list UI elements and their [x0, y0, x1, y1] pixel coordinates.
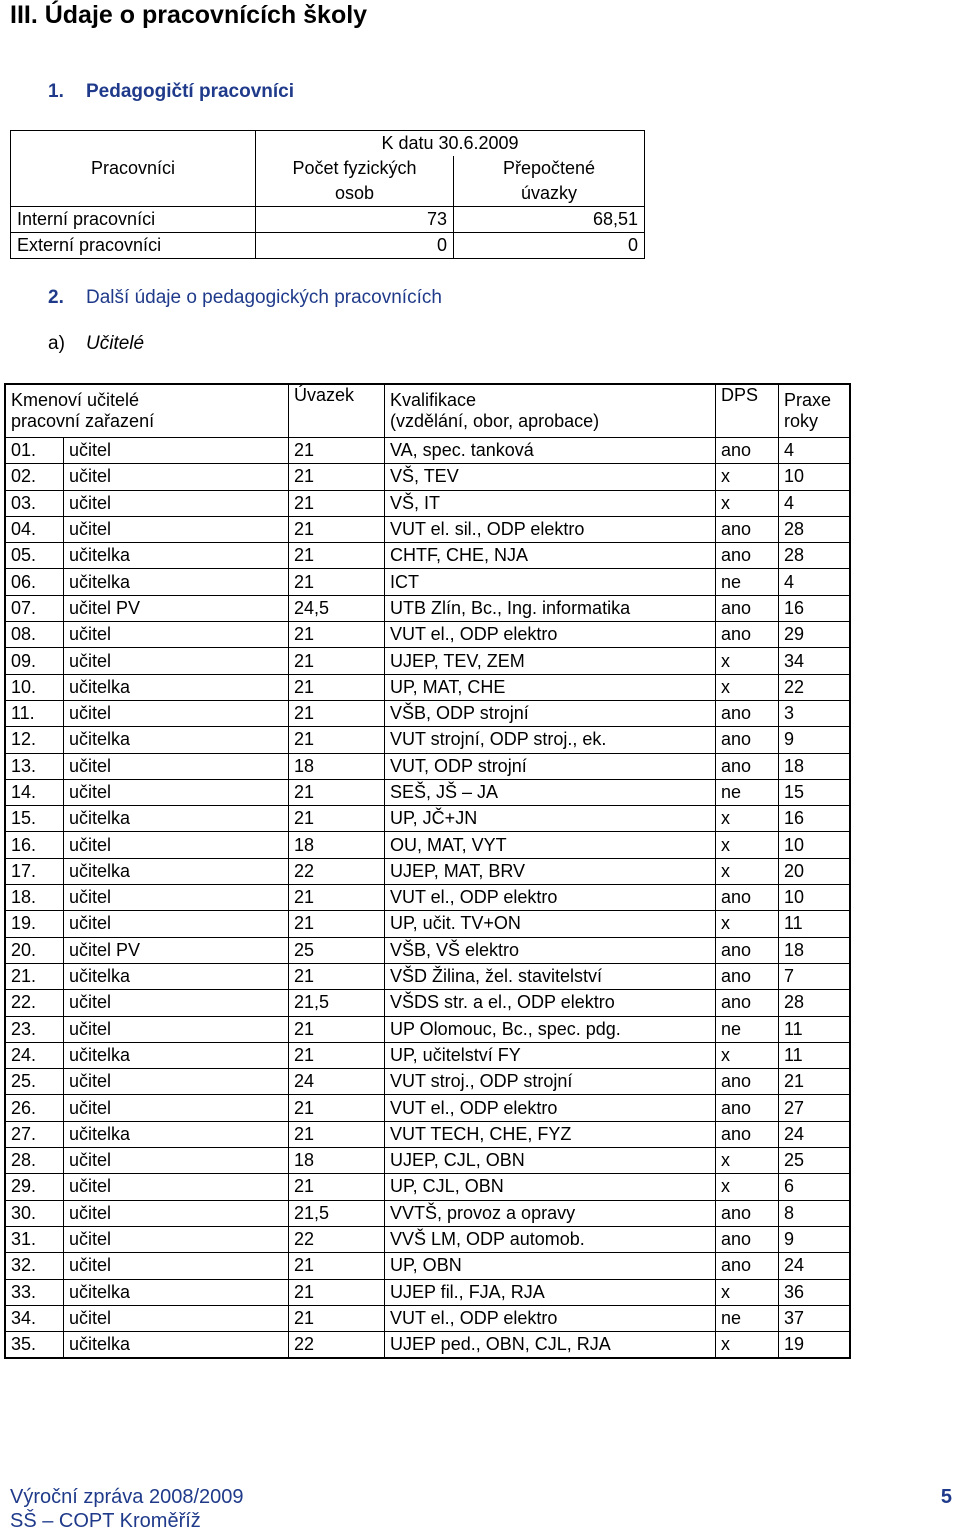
row-workload: 21 — [289, 1253, 385, 1279]
row-workload: 18 — [289, 753, 385, 779]
row-workload: 21 — [289, 490, 385, 516]
row-qualification: VUT el. sil., ODP elektro — [385, 516, 716, 542]
header-col5-line2: roky — [779, 411, 851, 438]
row-position: učitel — [64, 438, 289, 464]
row-dps: ano — [716, 595, 779, 621]
row-dps: x — [716, 674, 779, 700]
row-position: učitelka — [64, 1042, 289, 1068]
table-row — [5, 858, 850, 884]
row-experience: 24 — [779, 1121, 851, 1147]
row-qualification: SEŠ, JŠ – JA — [385, 779, 716, 805]
row-position: učitelka — [64, 674, 289, 700]
row-qualification: UP, CJL, OBN — [385, 1174, 716, 1200]
row-number: 15. — [5, 806, 64, 832]
row-experience: 15 — [779, 779, 851, 805]
row-qualification: VUT el., ODP elektro — [385, 1305, 716, 1331]
row-position: učitel PV — [64, 595, 289, 621]
table-row — [5, 990, 850, 1016]
row-dps: x — [716, 832, 779, 858]
row-workload: 21 — [289, 911, 385, 937]
row-qualification: UJEP, TEV, ZEM — [385, 648, 716, 674]
row-qualification: VŠ, IT — [385, 490, 716, 516]
header-col3-line2: (vzdělání, obor, aprobace) — [385, 411, 716, 438]
row-number: 28. — [5, 1148, 64, 1174]
table-row — [11, 233, 645, 259]
row-workload: 25 — [289, 937, 385, 963]
row-workload: 21,5 — [289, 990, 385, 1016]
section-heading-2 — [48, 287, 442, 309]
row-position: učitel PV — [64, 937, 289, 963]
table-row — [5, 937, 850, 963]
row-experience: 9 — [779, 727, 851, 753]
row-count: 0 — [256, 233, 454, 259]
row-experience: 22 — [779, 674, 851, 700]
row-number: 07. — [5, 595, 64, 621]
row-number: 25. — [5, 1069, 64, 1095]
row-dps: ano — [716, 516, 779, 542]
subsection-mark: a) — [48, 333, 65, 354]
row-experience: 9 — [779, 1226, 851, 1252]
row-number: 31. — [5, 1226, 64, 1252]
row-dps: ano — [716, 990, 779, 1016]
row-experience: 28 — [779, 990, 851, 1016]
row-dps: x — [716, 806, 779, 832]
row-number: 24. — [5, 1042, 64, 1068]
row-experience: 21 — [779, 1069, 851, 1095]
row-qualification: VŠDS str. a el., ODP elektro — [385, 990, 716, 1016]
row-number: 04. — [5, 516, 64, 542]
row-count: 73 — [256, 207, 454, 233]
row-experience: 3 — [779, 700, 851, 726]
row-experience: 10 — [779, 464, 851, 490]
row-position: učitel — [64, 885, 289, 911]
header-col3-line1: Kvalifikace — [385, 384, 716, 411]
row-position: učitel — [64, 1148, 289, 1174]
teachers-table — [4, 383, 851, 1359]
header-count-line2: osob — [256, 181, 454, 207]
section-title: Pedagogičtí pracovníci — [86, 81, 294, 102]
table-row — [5, 1095, 850, 1121]
row-dps: ano — [716, 1095, 779, 1121]
header-col0-line1: Kmenoví učitelé — [5, 384, 289, 411]
row-workload: 22 — [289, 1332, 385, 1359]
row-qualification: UJEP, CJL, OBN — [385, 1148, 716, 1174]
row-qualification: VVTŠ, provoz a opravy — [385, 1200, 716, 1226]
table-row — [5, 674, 850, 700]
row-position: učitel — [64, 700, 289, 726]
row-dps: x — [716, 1174, 779, 1200]
row-qualification: VŠB, VŠ elektro — [385, 937, 716, 963]
row-number: 09. — [5, 648, 64, 674]
row-experience: 11 — [779, 1042, 851, 1068]
row-workload: 21 — [289, 727, 385, 753]
row-position: učitel — [64, 464, 289, 490]
row-experience: 25 — [779, 1148, 851, 1174]
row-dps: ano — [716, 937, 779, 963]
section-number: 1. — [48, 81, 64, 102]
row-number: 02. — [5, 464, 64, 490]
row-number: 34. — [5, 1305, 64, 1331]
row-qualification: VUT, ODP strojní — [385, 753, 716, 779]
row-dps: ano — [716, 543, 779, 569]
row-position: učitelka — [64, 727, 289, 753]
row-position: učitel — [64, 1253, 289, 1279]
row-qualification: VUT el., ODP elektro — [385, 885, 716, 911]
row-workload: 21 — [289, 963, 385, 989]
row-qualification: UP, JČ+JN — [385, 806, 716, 832]
row-qualification: VŠD Žilina, žel. stavitelství — [385, 963, 716, 989]
table-row — [5, 595, 850, 621]
row-workload: 21 — [289, 464, 385, 490]
row-number: 26. — [5, 1095, 64, 1121]
row-qualification: UP Olomouc, Bc., spec. pdg. — [385, 1016, 716, 1042]
row-number: 11. — [5, 700, 64, 726]
row-workload: 21 — [289, 1042, 385, 1068]
row-experience: 16 — [779, 806, 851, 832]
row-experience: 4 — [779, 569, 851, 595]
page-title: III. Údaje o pracovnících školy — [10, 1, 368, 29]
header-pracovnici: Pracovníci — [11, 156, 256, 181]
row-experience: 28 — [779, 516, 851, 542]
table-row — [5, 1253, 850, 1279]
row-dps: ano — [716, 1069, 779, 1095]
row-dps: ano — [716, 700, 779, 726]
table-row — [5, 516, 850, 542]
row-number: 03. — [5, 490, 64, 516]
header-dps: DPS — [716, 384, 779, 438]
table-row — [5, 648, 850, 674]
section-number: 2. — [48, 287, 64, 308]
row-label: Externí pracovníci — [11, 233, 256, 259]
table-row — [5, 543, 850, 569]
table-row — [5, 832, 850, 858]
row-experience: 19 — [779, 1332, 851, 1359]
header-count-line1: Počet fyzických — [256, 156, 454, 181]
row-experience: 7 — [779, 963, 851, 989]
row-qualification: ICT — [385, 569, 716, 595]
row-experience: 37 — [779, 1305, 851, 1331]
table-row — [5, 1305, 850, 1331]
header-col0-line2: pracovní zařazení — [5, 411, 289, 438]
row-qualification: OU, MAT, VYT — [385, 832, 716, 858]
row-position: učitel — [64, 911, 289, 937]
section-title: Další údaje o pedagogických pracovnících — [86, 287, 442, 308]
row-dps: ne — [716, 1016, 779, 1042]
table-row — [5, 438, 850, 464]
row-number: 13. — [5, 753, 64, 779]
row-experience: 10 — [779, 885, 851, 911]
row-experience: 28 — [779, 543, 851, 569]
row-workload: 21 — [289, 885, 385, 911]
row-qualification: CHTF, CHE, NJA — [385, 543, 716, 569]
table-row — [5, 569, 850, 595]
row-position: učitel — [64, 779, 289, 805]
header-date: K datu 30.6.2009 — [256, 131, 645, 157]
table-row — [5, 1042, 850, 1068]
row-number: 21. — [5, 963, 64, 989]
row-workload: 21 — [289, 806, 385, 832]
row-experience: 29 — [779, 622, 851, 648]
row-number: 20. — [5, 937, 64, 963]
table-row — [5, 490, 850, 516]
table-row — [5, 1332, 850, 1359]
row-qualification: UP, OBN — [385, 1253, 716, 1279]
row-qualification: UP, učitelství FY — [385, 1042, 716, 1068]
row-qualification: VUT stroj., ODP strojní — [385, 1069, 716, 1095]
row-experience: 16 — [779, 595, 851, 621]
row-dps: x — [716, 1148, 779, 1174]
row-position: učitelka — [64, 543, 289, 569]
row-qualification: VA, spec. tanková — [385, 438, 716, 464]
row-position: učitel — [64, 1069, 289, 1095]
row-dps: x — [716, 1332, 779, 1359]
table-row — [11, 207, 645, 233]
table-row — [5, 1148, 850, 1174]
row-dps: x — [716, 648, 779, 674]
row-number: 19. — [5, 911, 64, 937]
row-position: učitel — [64, 1200, 289, 1226]
row-number: 33. — [5, 1279, 64, 1305]
row-number: 05. — [5, 543, 64, 569]
table-row — [5, 963, 850, 989]
subsection-heading — [48, 333, 144, 355]
staff-summary-table — [10, 130, 645, 259]
header-col5-line1: Praxe — [779, 384, 851, 411]
row-position: učitelka — [64, 1279, 289, 1305]
row-workload: 21 — [289, 1305, 385, 1331]
header-fte-line1: Přepočtené — [454, 156, 645, 181]
row-fte: 0 — [454, 233, 645, 259]
row-workload: 21 — [289, 622, 385, 648]
row-qualification: VUT strojní, ODP stroj., ek. — [385, 727, 716, 753]
row-experience: 11 — [779, 1016, 851, 1042]
row-experience: 8 — [779, 1200, 851, 1226]
row-workload: 22 — [289, 1226, 385, 1252]
footer-report-title: Výroční zpráva 2008/2009 — [10, 1486, 244, 1508]
row-workload: 18 — [289, 1148, 385, 1174]
row-position: učitel — [64, 516, 289, 542]
row-experience: 24 — [779, 1253, 851, 1279]
row-workload: 24,5 — [289, 595, 385, 621]
row-experience: 10 — [779, 832, 851, 858]
row-qualification: UJEP, MAT, BRV — [385, 858, 716, 884]
row-dps: x — [716, 490, 779, 516]
table-row — [5, 885, 850, 911]
row-workload: 21 — [289, 674, 385, 700]
row-number: 12. — [5, 727, 64, 753]
row-position: učitel — [64, 648, 289, 674]
row-experience: 27 — [779, 1095, 851, 1121]
row-position: učitel — [64, 490, 289, 516]
row-qualification: VŠ, TEV — [385, 464, 716, 490]
row-number: 22. — [5, 990, 64, 1016]
row-position: učitel — [64, 990, 289, 1016]
row-workload: 21 — [289, 648, 385, 674]
row-position: učitel — [64, 622, 289, 648]
row-dps: ano — [716, 753, 779, 779]
row-dps: x — [716, 911, 779, 937]
table-row — [5, 700, 850, 726]
row-position: učitelka — [64, 858, 289, 884]
row-qualification: VVŠ LM, ODP automob. — [385, 1226, 716, 1252]
row-number: 06. — [5, 569, 64, 595]
table-row — [5, 1121, 850, 1147]
row-experience: 18 — [779, 937, 851, 963]
row-number: 27. — [5, 1121, 64, 1147]
table-row — [5, 1200, 850, 1226]
header-cell — [11, 181, 256, 207]
table-row — [5, 464, 850, 490]
subsection-title: Učitelé — [86, 333, 145, 354]
header-cell — [11, 131, 256, 157]
page-number: 5 — [940, 1486, 952, 1508]
row-workload: 21 — [289, 1016, 385, 1042]
footer-school-name: SŠ – COPT Kroměříž — [10, 1510, 201, 1532]
row-number: 14. — [5, 779, 64, 805]
row-qualification: UJEP fil., FJA, RJA — [385, 1279, 716, 1305]
table-row — [5, 1069, 850, 1095]
row-workload: 21 — [289, 1279, 385, 1305]
row-dps: ano — [716, 622, 779, 648]
row-experience: 11 — [779, 911, 851, 937]
row-label: Interní pracovníci — [11, 207, 256, 233]
row-workload: 21 — [289, 1095, 385, 1121]
row-number: 08. — [5, 622, 64, 648]
header-uvazek: Úvazek — [289, 384, 385, 438]
header-fte-line2: úvazky — [454, 181, 645, 207]
row-qualification: UP, učit. TV+ON — [385, 911, 716, 937]
row-dps: ano — [716, 885, 779, 911]
row-dps: ne — [716, 1305, 779, 1331]
row-position: učitelka — [64, 806, 289, 832]
row-experience: 18 — [779, 753, 851, 779]
row-experience: 4 — [779, 490, 851, 516]
row-number: 23. — [5, 1016, 64, 1042]
row-dps: ano — [716, 1200, 779, 1226]
row-number: 01. — [5, 438, 64, 464]
row-experience: 20 — [779, 858, 851, 884]
row-dps: ano — [716, 1121, 779, 1147]
row-position: učitelka — [64, 1121, 289, 1147]
row-number: 30. — [5, 1200, 64, 1226]
row-position: učitel — [64, 1226, 289, 1252]
row-dps: ano — [716, 1226, 779, 1252]
row-workload: 24 — [289, 1069, 385, 1095]
row-qualification: VUT TECH, CHE, FYZ — [385, 1121, 716, 1147]
table-row — [5, 622, 850, 648]
row-workload: 22 — [289, 858, 385, 884]
row-workload: 21 — [289, 569, 385, 595]
table-row — [5, 1279, 850, 1305]
table-row — [5, 1174, 850, 1200]
row-position: učitel — [64, 1305, 289, 1331]
row-workload: 21 — [289, 1121, 385, 1147]
table-row — [5, 779, 850, 805]
row-qualification: VUT el., ODP elektro — [385, 622, 716, 648]
row-dps: ano — [716, 727, 779, 753]
row-workload: 18 — [289, 832, 385, 858]
row-dps: x — [716, 858, 779, 884]
row-number: 29. — [5, 1174, 64, 1200]
row-number: 16. — [5, 832, 64, 858]
row-workload: 21 — [289, 438, 385, 464]
section-heading-1 — [48, 81, 294, 103]
row-qualification: UJEP ped., OBN, CJL, RJA — [385, 1332, 716, 1359]
table-row — [5, 753, 850, 779]
table-row — [5, 911, 850, 937]
row-workload: 21 — [289, 543, 385, 569]
table-row — [5, 1016, 850, 1042]
row-experience: 34 — [779, 648, 851, 674]
row-dps: x — [716, 1042, 779, 1068]
row-dps: ne — [716, 569, 779, 595]
row-dps: ano — [716, 438, 779, 464]
row-number: 35. — [5, 1332, 64, 1359]
row-position: učitel — [64, 753, 289, 779]
row-position: učitelka — [64, 963, 289, 989]
row-fte: 68,51 — [454, 207, 645, 233]
row-qualification: UP, MAT, CHE — [385, 674, 716, 700]
row-position: učitel — [64, 1095, 289, 1121]
row-number: 10. — [5, 674, 64, 700]
row-position: učitel — [64, 1174, 289, 1200]
row-position: učitelka — [64, 1332, 289, 1359]
row-dps: ano — [716, 1253, 779, 1279]
row-experience: 4 — [779, 438, 851, 464]
row-position: učitelka — [64, 569, 289, 595]
row-dps: ano — [716, 963, 779, 989]
row-number: 32. — [5, 1253, 64, 1279]
row-dps: x — [716, 1279, 779, 1305]
row-workload: 21 — [289, 1174, 385, 1200]
row-qualification: UTB Zlín, Bc., Ing. informatika — [385, 595, 716, 621]
table-row — [5, 1226, 850, 1252]
row-workload: 21 — [289, 779, 385, 805]
row-qualification: VŠB, ODP strojní — [385, 700, 716, 726]
row-number: 18. — [5, 885, 64, 911]
row-dps: ne — [716, 779, 779, 805]
row-workload: 21 — [289, 700, 385, 726]
table-row — [5, 806, 850, 832]
row-qualification: VUT el., ODP elektro — [385, 1095, 716, 1121]
row-number: 17. — [5, 858, 64, 884]
row-experience: 36 — [779, 1279, 851, 1305]
row-dps: x — [716, 464, 779, 490]
row-workload: 21,5 — [289, 1200, 385, 1226]
row-experience: 6 — [779, 1174, 851, 1200]
row-position: učitel — [64, 832, 289, 858]
row-workload: 21 — [289, 516, 385, 542]
table-row — [5, 727, 850, 753]
row-position: učitel — [64, 1016, 289, 1042]
